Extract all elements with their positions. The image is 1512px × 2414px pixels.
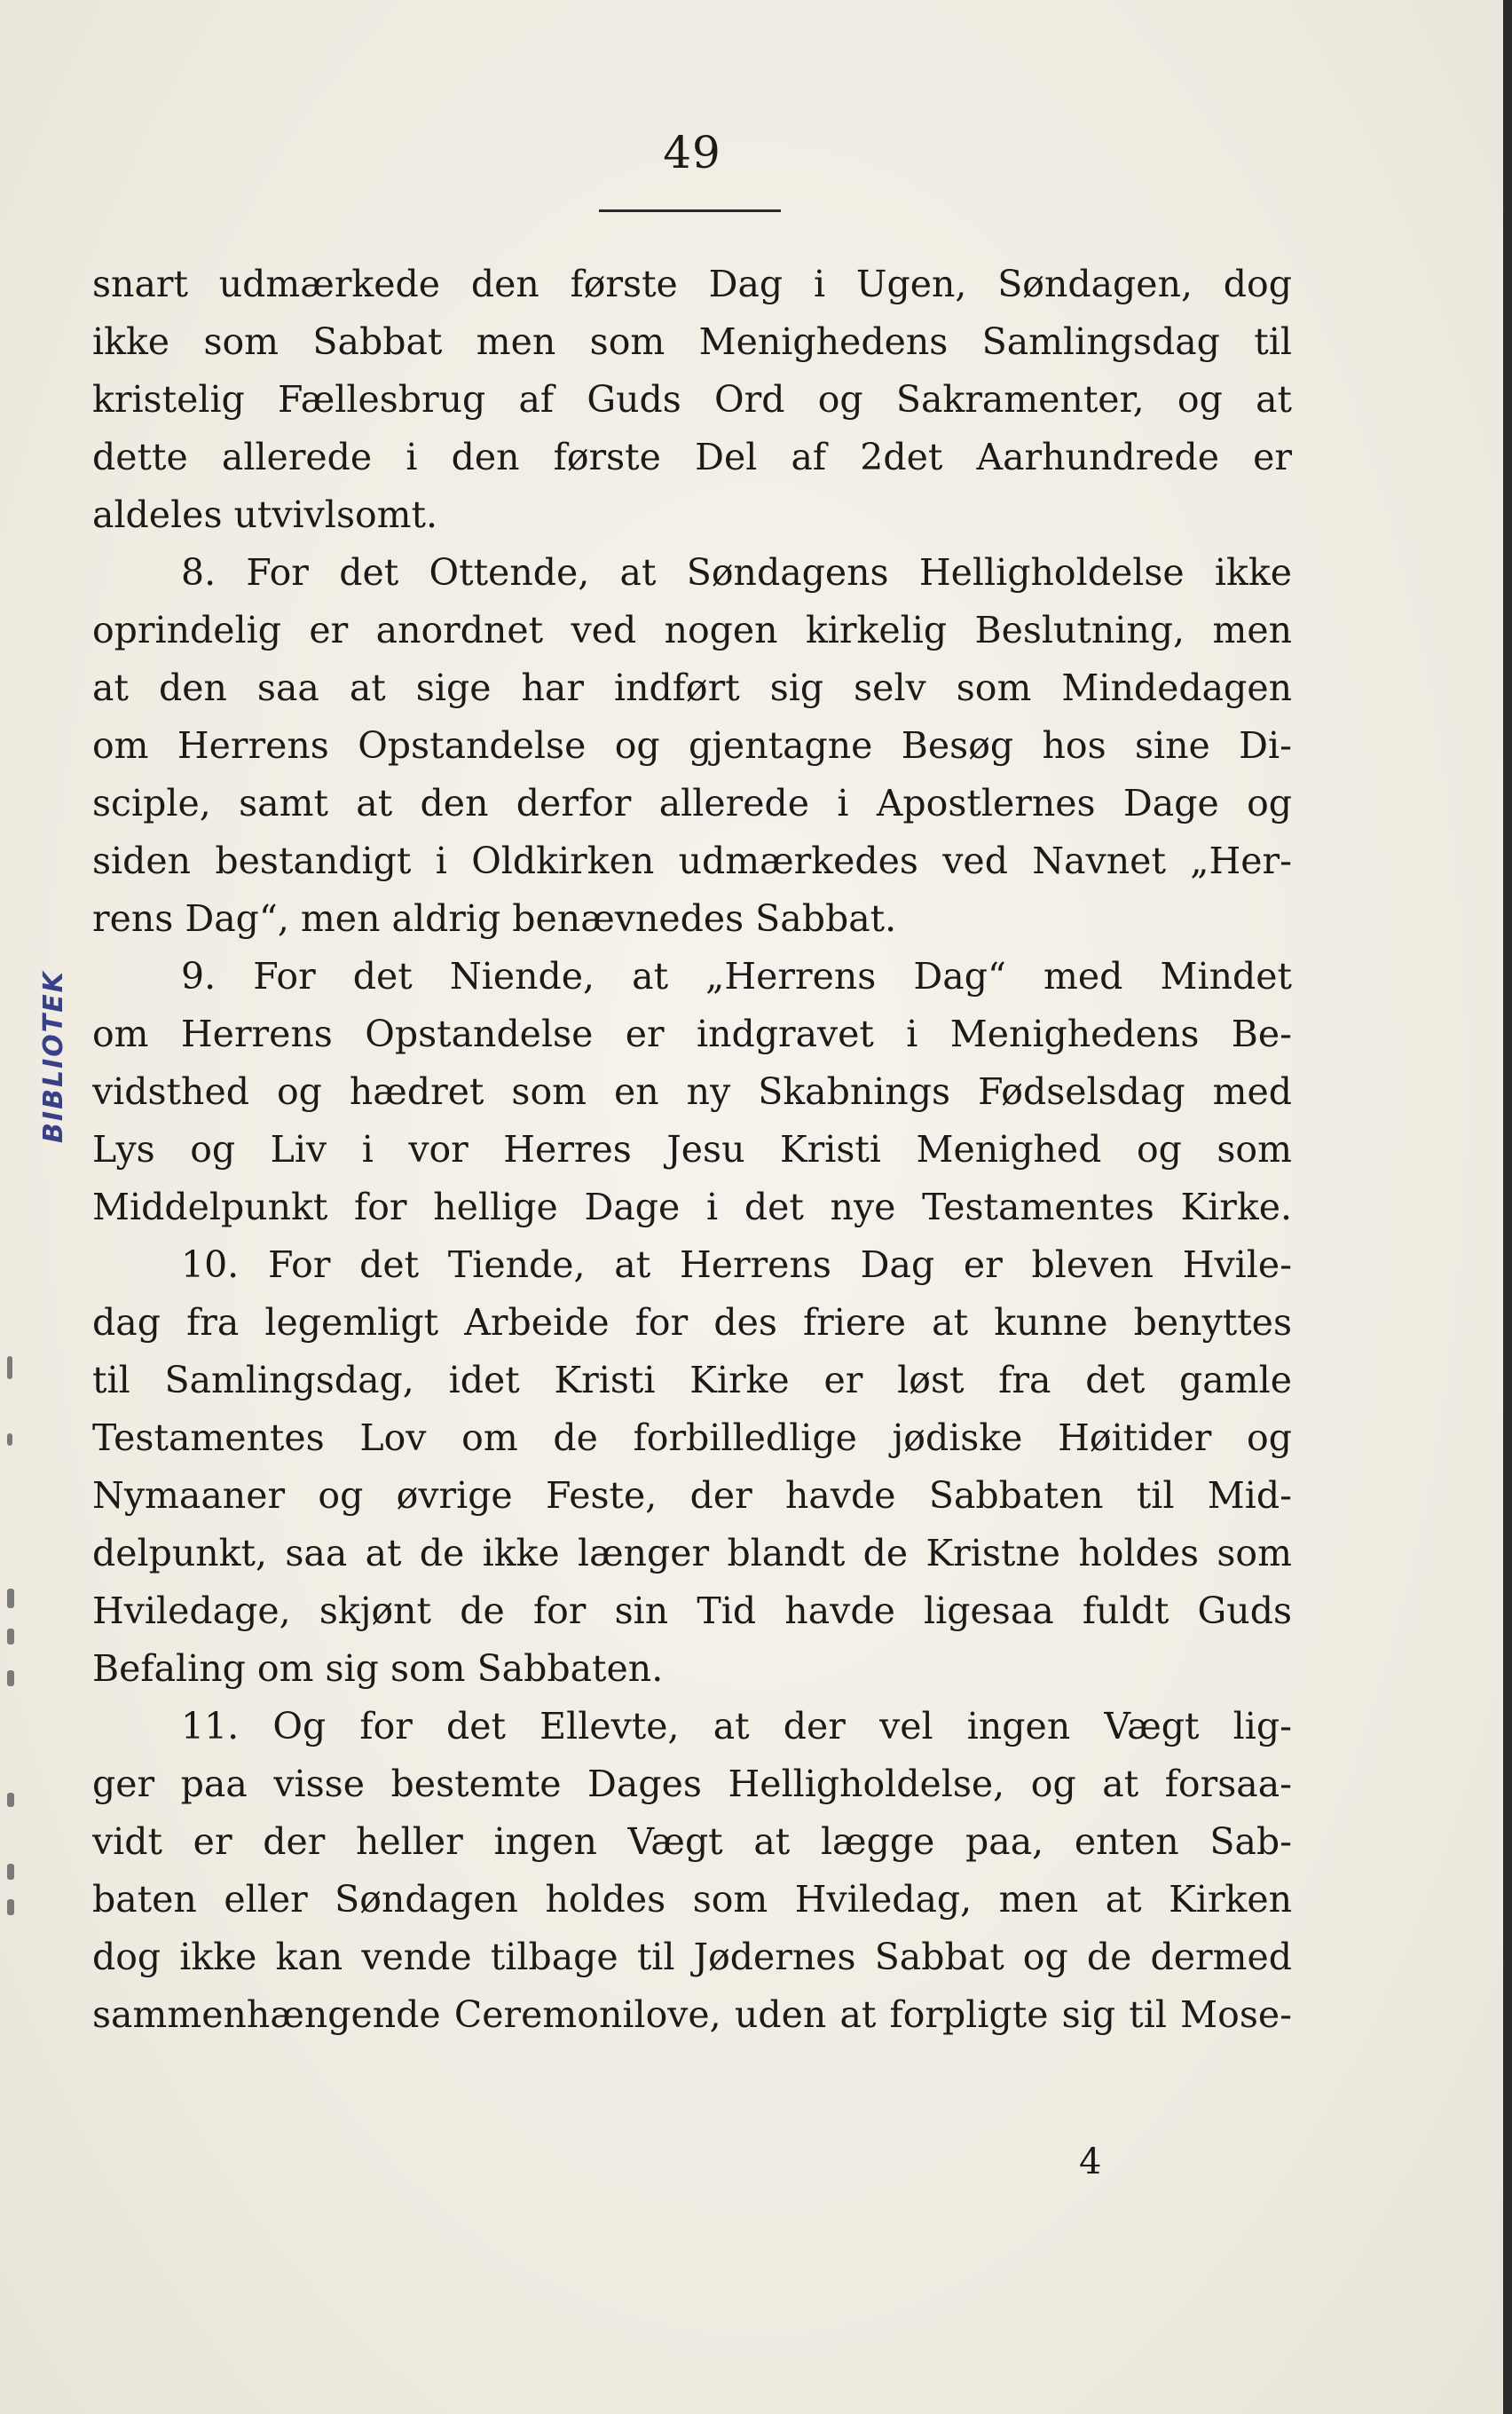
paragraph-11-start: 11. Og for det Ellevte, at der vel ingen Vægt lig- — [181, 1705, 1292, 1747]
text-line: Lys og Liv i vor Herres Jesu Kristi Menighed og som — [92, 1128, 1292, 1171]
text-line: vidsthed og hædret som en ny Skabnings Fødselsdag med — [92, 1070, 1292, 1113]
text-line: baten eller Søndagen holdes som Hviledag, men at Kirken — [92, 1878, 1292, 1921]
text-line: at den saa at sige har indført sig selv som Mindedagen — [92, 667, 1292, 709]
text-line: om Herrens Opstandelse og gjentagne Besøg hos sine Di- — [92, 724, 1292, 767]
margin-mark — [7, 1670, 14, 1686]
text-line: om Herrens Opstandelse er indgravet i Menighedens Be- — [92, 1013, 1292, 1055]
text-line: rens Dag“, men aldrig benævnedes Sabbat. — [92, 897, 897, 940]
margin-mark — [7, 1433, 12, 1446]
page-number: 49 — [663, 127, 721, 178]
header-rule — [599, 209, 781, 212]
text-line: Testamentes Lov om de forbilledlige jødiske Høitider og — [92, 1416, 1292, 1459]
text-line: dog ikke kan vende tilbage til Jødernes Sabbat og de dermed — [92, 1936, 1292, 1978]
margin-mark — [7, 1793, 14, 1807]
text-line: sammenhængende Ceremonilove, uden at forpligte sig til Mose- — [92, 1993, 1292, 2036]
library-stamp — [25, 967, 82, 1145]
margin-mark — [7, 1864, 14, 1880]
text-line: siden bestandigt i Oldkirken udmærkedes ved Navnet „Her- — [92, 840, 1292, 882]
library-stamp-text: BIBLIOTEK — [37, 969, 69, 1143]
signature-mark: 4 — [1079, 2142, 1102, 2182]
paragraph-8-start: 8. For det Ottende, at Søndagens Helligholdelse ikke — [181, 551, 1292, 594]
margin-mark — [7, 1589, 14, 1608]
page-edge — [1503, 0, 1512, 2414]
text-line: aldeles utvivlsomt. — [92, 493, 438, 536]
text-line: vidt er der heller ingen Vægt at lægge paa, enten Sab- — [92, 1820, 1292, 1863]
text-line: Middelpunkt for hellige Dage i det nye Testamentes Kirke. — [92, 1186, 1292, 1228]
text-line: snart udmærkede den første Dag i Ugen, Søndagen, dog — [92, 263, 1292, 305]
margin-mark — [7, 1899, 14, 1915]
text-line: sciple, samt at den derfor allerede i Apostlernes Dage og — [92, 782, 1292, 824]
text-line: oprindelig er anordnet ved nogen kirkelig Beslutning, men — [92, 609, 1292, 651]
text-line: dette allerede i den første Del af 2det Aarhundrede er — [92, 436, 1292, 478]
margin-mark — [7, 1629, 14, 1645]
text-line: Nymaaner og øvrige Feste, der havde Sabbaten til Mid- — [92, 1474, 1292, 1517]
text-line: ger paa visse bestemte Dages Helligholdelse, og at forsaa- — [92, 1763, 1292, 1805]
text-line: ikke som Sabbat men som Menighedens Samlingsdag til — [92, 320, 1292, 363]
text-line: Hviledage, skjønt de for sin Tid havde ligesaa fuldt Guds — [92, 1590, 1292, 1632]
text-line: dag fra legemligt Arbeide for des friere at kunne benyttes — [92, 1301, 1292, 1344]
text-line: delpunkt, saa at de ikke længer blandt de Kristne holdes som — [92, 1532, 1292, 1574]
text-line: kristelig Fællesbrug af Guds Ord og Sakramenter, og at — [92, 378, 1292, 421]
margin-mark — [7, 1356, 12, 1379]
paragraph-9-start: 9. For det Niende, at „Herrens Dag“ med Mindet — [181, 955, 1292, 998]
text-line: Befaling om sig som Sabbaten. — [92, 1647, 664, 1690]
paragraph-10-start: 10. For det Tiende, at Herrens Dag er bleven Hvile- — [181, 1243, 1292, 1286]
text-line: til Samlingsdag, idet Kristi Kirke er løst fra det gamle — [92, 1359, 1292, 1401]
body-text — [92, 256, 1292, 2044]
